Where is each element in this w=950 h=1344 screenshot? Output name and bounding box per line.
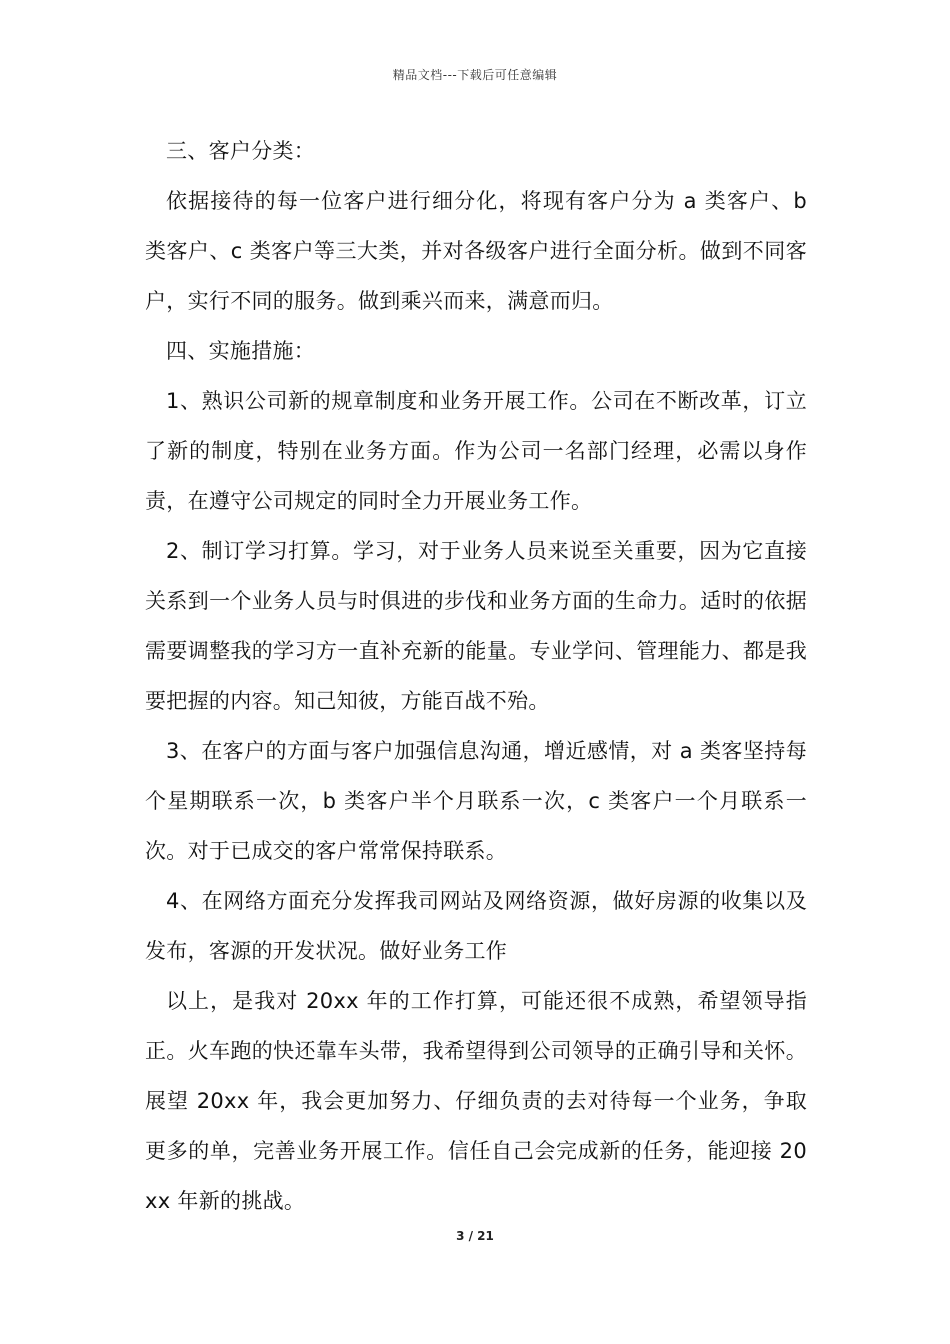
paragraph-measure-2: 2、制订学习打算。学习，对于业务人员来说至关重要，因为它直接关系到一个业务人员与时俱进的步伐和业务方面的生命力。适时的依据需要调整我的学习方一直补充新的能量。专业学问、管理能力、都是我要把握的内容。知己知彼，方能百战不殆。: [145, 539, 807, 713]
page-header: 精品文档---下载后可任意编辑: [392, 68, 558, 82]
section-heading-implementation-measures: 四、实施措施：: [166, 339, 316, 363]
document-body: [145, 126, 807, 1226]
page-number: 3 / 21: [456, 1229, 494, 1243]
paragraph-conclusion: 以上，是我对 20xx 年的工作打算，可能还很不成熟，希望领导指正。火车跑的快还靠车头带，我希望得到公司领导的正确引导和关怀。展望 20xx 年，我会更加努力、仔细负责的去对待每一个业务，争取更多的单，完善业务开展工作。信任自己会完成新的任务，能迎接 20xx 年新的挑战。: [145, 989, 807, 1213]
paragraph-customer-classification: 依据接待的每一位客户进行细分化，将现有客户分为 a 类客户、b 类客户、c 类客户等三大类，并对各级客户进行全面分析。做到不同客户，实行不同的服务。做到乘兴而来，满意而归。: [145, 189, 807, 313]
section-heading-customer-classification: 三、客户分类：: [166, 139, 316, 163]
paragraph-measure-1: 1、熟识公司新的规章制度和业务开展工作。公司在不断改革，订立了新的制度，特别在业务方面。作为公司一名部门经理，必需以身作责，在遵守公司规定的同时全力开展业务工作。: [145, 389, 807, 513]
paragraph-measure-3: 3、在客户的方面与客户加强信息沟通，增近感情，对 a 类客坚持每个星期联系一次，b 类客户半个月联系一次，c 类客户一个月联系一次。对于已成交的客户常常保持联系。: [145, 739, 807, 863]
paragraph-measure-4: 4、在网络方面充分发挥我司网站及网络资源，做好房源的收集以及发布，客源的开发状况。做好业务工作: [145, 889, 807, 963]
